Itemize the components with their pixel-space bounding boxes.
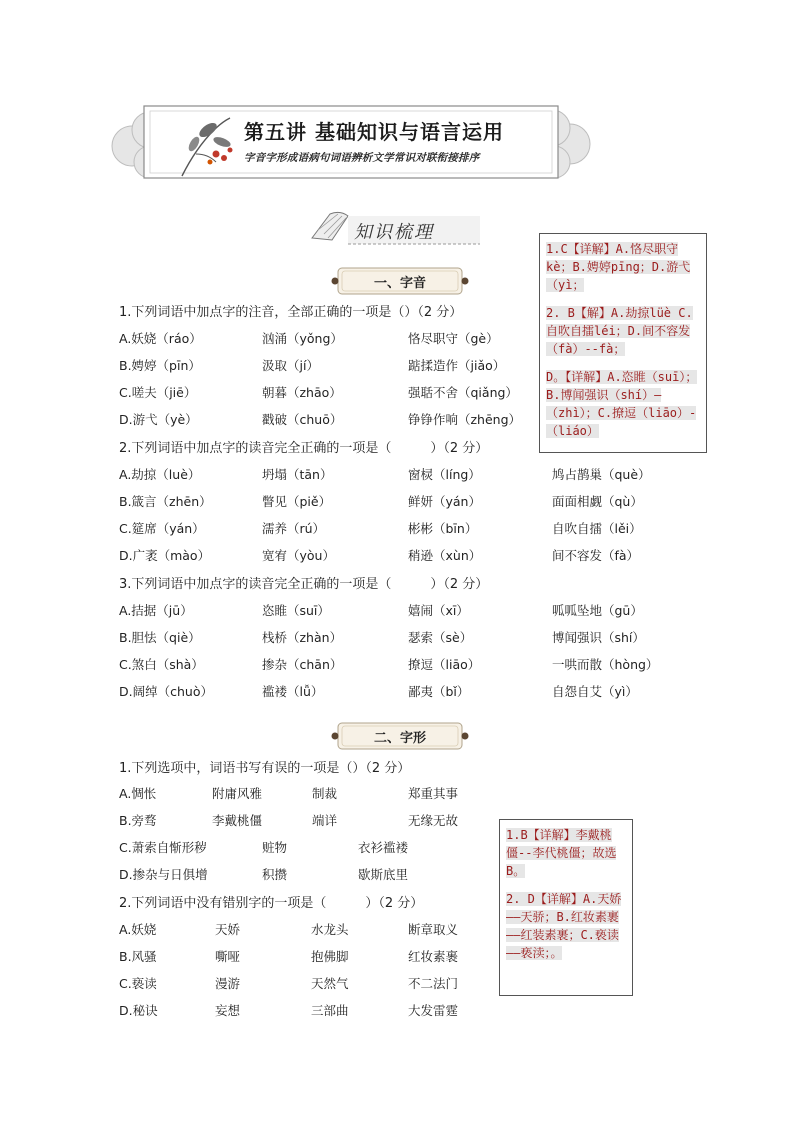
option: 瞥见（piě）	[262, 494, 332, 509]
option: 附庸风雅	[212, 786, 263, 801]
option: 歇斯底里	[358, 867, 409, 882]
option: 窗棂（líng）	[408, 467, 481, 482]
option: 踮揉造作（jiǎo）	[408, 358, 506, 373]
option: 嬉闹（xī）	[408, 603, 469, 618]
option: C.亵读	[119, 976, 157, 991]
option: 鲜妍（yán）	[408, 494, 481, 509]
option: D.阔绰（chuò）	[119, 684, 213, 699]
option: 彬彬（bīn）	[408, 521, 478, 536]
option: 一哄而散（hòng）	[552, 657, 659, 672]
option: 撩逗（liāo）	[408, 657, 481, 672]
answer-text: 1.B【详解】李戴桃僵--李代桃僵；故选 B。	[506, 828, 617, 878]
option: 妄想	[215, 1003, 241, 1018]
option: 无缘无故	[408, 813, 459, 828]
option: 自吹自擂（lěi）	[552, 521, 642, 536]
header-banner	[104, 96, 600, 188]
section-pill-glyphs	[330, 721, 470, 751]
knowledge-heading	[308, 208, 488, 248]
option: 嘶哑	[215, 949, 241, 964]
option: 恣睢（suī）	[262, 603, 330, 618]
option: 瑟索（sè）	[408, 630, 473, 645]
answer-text: D。【详解】A.恣睢（suī）；B.博闻强识（shí）—（zhì）；C.撩逗（liāo）-（liáo）	[546, 370, 698, 438]
question-stem: 2.下列词语中加点字的读音完全正确的一项是（ ）（2 分）	[119, 441, 489, 456]
option: 掺杂（chān）	[262, 657, 343, 672]
option: D.秘诀	[119, 1003, 158, 1018]
option: 积攒	[262, 867, 288, 882]
option: D.广袤（mào）	[119, 548, 211, 563]
question-stem: 2.下列词语中没有错别字的一项是（ ）（2 分）	[119, 896, 424, 911]
answer-text: 1.C【详解】A.恪尽职守kè；B.娉婷pīng；D.游弋（yì；	[546, 242, 691, 292]
option: 鄙夷（bǐ）	[408, 684, 470, 699]
option: 博闻强识（shí）	[552, 630, 645, 645]
knowledge-heading-text: 知识梳理	[354, 222, 434, 243]
option: 水龙头	[311, 922, 349, 937]
option: A.惆怅	[119, 786, 157, 801]
option: 戳破（chuō）	[262, 412, 343, 427]
option: A.拮据（jū）	[119, 603, 193, 618]
option: 制裁	[312, 786, 338, 801]
answer-text: 2. B【解】A.劫掠lüè C.自吹自擂léi；D.间不容发（fà）--fà；	[546, 306, 693, 356]
option: 朝暮（zhāo）	[262, 385, 342, 400]
option: B.旁骛	[119, 813, 157, 828]
section-pill-phonetics	[330, 266, 470, 296]
option: B.胆怯（qiè）	[119, 630, 201, 645]
question-stem: 1.下列词语中加点字的注音，全部正确的一项是（）（2 分）	[119, 305, 463, 320]
option: D.掺杂与日俱增	[119, 867, 208, 882]
option: 濡养（rú）	[262, 521, 326, 536]
option: 端详	[312, 813, 338, 828]
option: 漫游	[215, 976, 241, 991]
option: 恪尽职守（gè）	[408, 331, 499, 346]
option: 天娇	[215, 922, 241, 937]
option: 天然气	[311, 976, 349, 991]
section-title: 二、字形	[373, 731, 426, 746]
option: 三部曲	[311, 1003, 349, 1018]
answer-text: 2. D【详解】A.天娇——天骄；B.红妆素裹——红装素裹；C.亵读——亵渎；。	[506, 892, 622, 960]
option: C.筵席（yán）	[119, 521, 205, 536]
option: 衣衫褴褛	[358, 840, 409, 855]
option: 栈桥（zhàn）	[262, 630, 343, 645]
option: A.妖娆（ráo）	[119, 331, 202, 346]
option: 呱呱坠地（gū）	[552, 603, 643, 618]
option: 坍塌（tān）	[262, 467, 333, 482]
option: A.妖娆	[119, 922, 157, 937]
option: 红妆素裹	[408, 949, 459, 964]
option: B.箴言（zhēn）	[119, 494, 212, 509]
option: 赃物	[262, 840, 288, 855]
answer-box-glyphs	[499, 819, 633, 996]
option: 强聒不舍（qiǎng）	[408, 385, 518, 400]
option: 郑重其事	[408, 786, 459, 801]
option: 宽宥（yòu）	[262, 548, 335, 563]
option: 抱佛脚	[311, 949, 349, 964]
page-title: 第五讲 基础知识与语言运用	[244, 120, 504, 144]
option: 铮铮作响（zhēng）	[408, 412, 522, 427]
option: 面面相觑（qù）	[552, 494, 643, 509]
option: C.萧索自惭形秽	[119, 840, 207, 855]
option: A.劫掠（luè）	[119, 467, 201, 482]
option: D.游弋（yè）	[119, 412, 198, 427]
option: 李戴桃僵	[212, 813, 263, 828]
option: 自怨自艾（yì）	[552, 684, 638, 699]
option: 鸠占鹊巢（què）	[552, 467, 651, 482]
page-subtitle: 字音字形成语病句词语辨析文学常识对联衔接排序	[244, 152, 480, 164]
option: 褴褛（lǚ）	[262, 684, 324, 699]
option: C.嗟夫（jiē）	[119, 385, 197, 400]
question-stem: 1.下列选项中，词语书写有误的一项是（）（2 分）	[119, 761, 411, 776]
option: B.风骚	[119, 949, 157, 964]
question-stem: 3.下列词语中加点字的读音完全正确的一项是（ ）（2 分）	[119, 577, 489, 592]
option: B.娉婷（pīn）	[119, 358, 201, 373]
answer-box-phonetics	[539, 233, 707, 453]
option: 汲取（jí）	[262, 358, 319, 373]
option: 汹涌（yǒng）	[262, 331, 343, 346]
option: 大发雷霆	[408, 1003, 459, 1018]
option: 稍逊（xùn）	[408, 548, 482, 563]
section-title: 一、字音	[373, 276, 426, 291]
option: 间不容发（fà）	[552, 548, 640, 563]
option: 不二法门	[408, 976, 459, 991]
option: C.煞白（shà）	[119, 657, 204, 672]
option: 断章取义	[408, 922, 459, 937]
